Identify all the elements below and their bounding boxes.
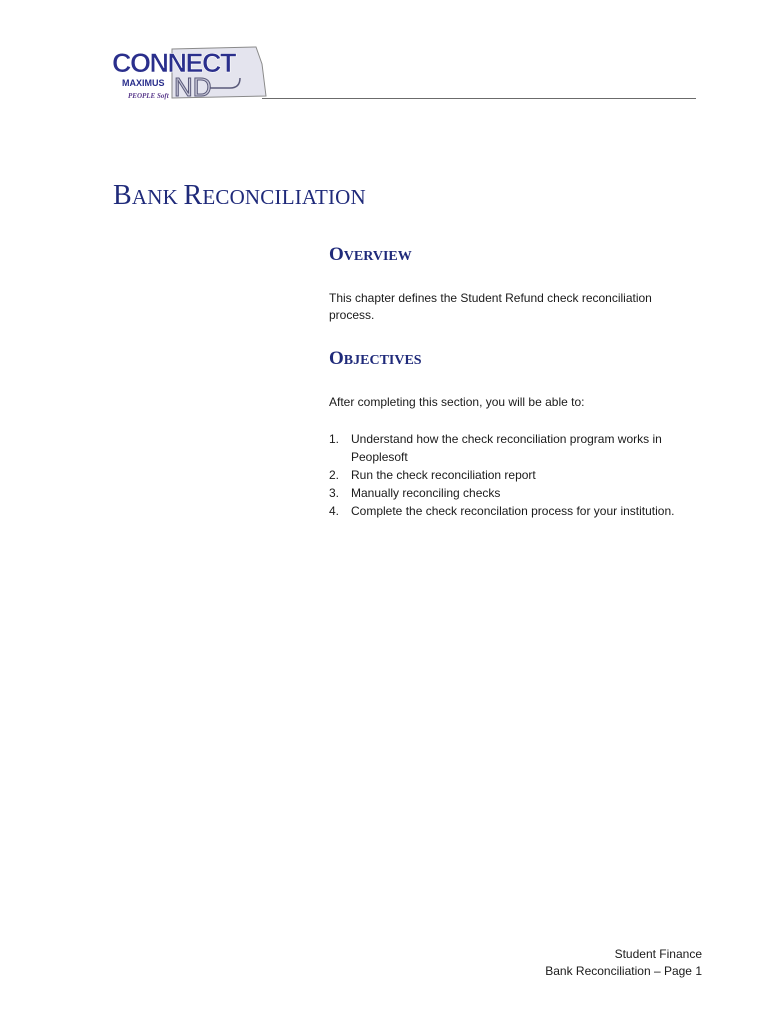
connect-nd-logo-icon bbox=[106, 44, 276, 106]
logo-brand-text: CONNECT bbox=[112, 48, 235, 78]
list-item-text: Run the check reconciliation report bbox=[351, 468, 536, 482]
logo-partner-text: PEOPLE Soft bbox=[128, 92, 169, 100]
list-item bbox=[329, 466, 709, 484]
list-item bbox=[329, 502, 709, 520]
page-footer bbox=[545, 946, 702, 980]
list-item-number: 1. bbox=[329, 432, 340, 446]
overview-heading: OVERVIEW bbox=[329, 244, 412, 265]
header-rule bbox=[262, 98, 696, 99]
objectives-heading: OBJECTIVES bbox=[329, 348, 422, 369]
logo-state-text: ND bbox=[174, 72, 212, 102]
list-item-text: Complete the check reconcilation process for your institution. bbox=[351, 504, 675, 518]
chapter-title: BANK RECONCILIATION bbox=[113, 180, 366, 211]
list-item-text: Manually reconciling checks bbox=[351, 486, 501, 500]
list-item bbox=[329, 484, 709, 502]
list-item bbox=[329, 430, 709, 466]
objectives-intro: After completing this section, you will be able to: bbox=[329, 395, 585, 409]
overview-paragraph: This chapter defines the Student Refund check reconciliation process. bbox=[329, 291, 652, 322]
footer-page-label: Bank Reconciliation – Page 1 bbox=[545, 964, 702, 978]
list-item-number: 3. bbox=[329, 486, 340, 500]
list-item-number: 2. bbox=[329, 468, 340, 482]
list-item-text: Understand how the check reconciliation program works in Peoplesoft bbox=[351, 432, 662, 464]
objectives-list bbox=[329, 430, 709, 520]
footer-section-name: Student Finance bbox=[614, 947, 702, 961]
logo-sub-text: MAXIMUS bbox=[122, 78, 165, 88]
list-item-number: 4. bbox=[329, 504, 340, 518]
connect-nd-logo bbox=[106, 44, 276, 106]
